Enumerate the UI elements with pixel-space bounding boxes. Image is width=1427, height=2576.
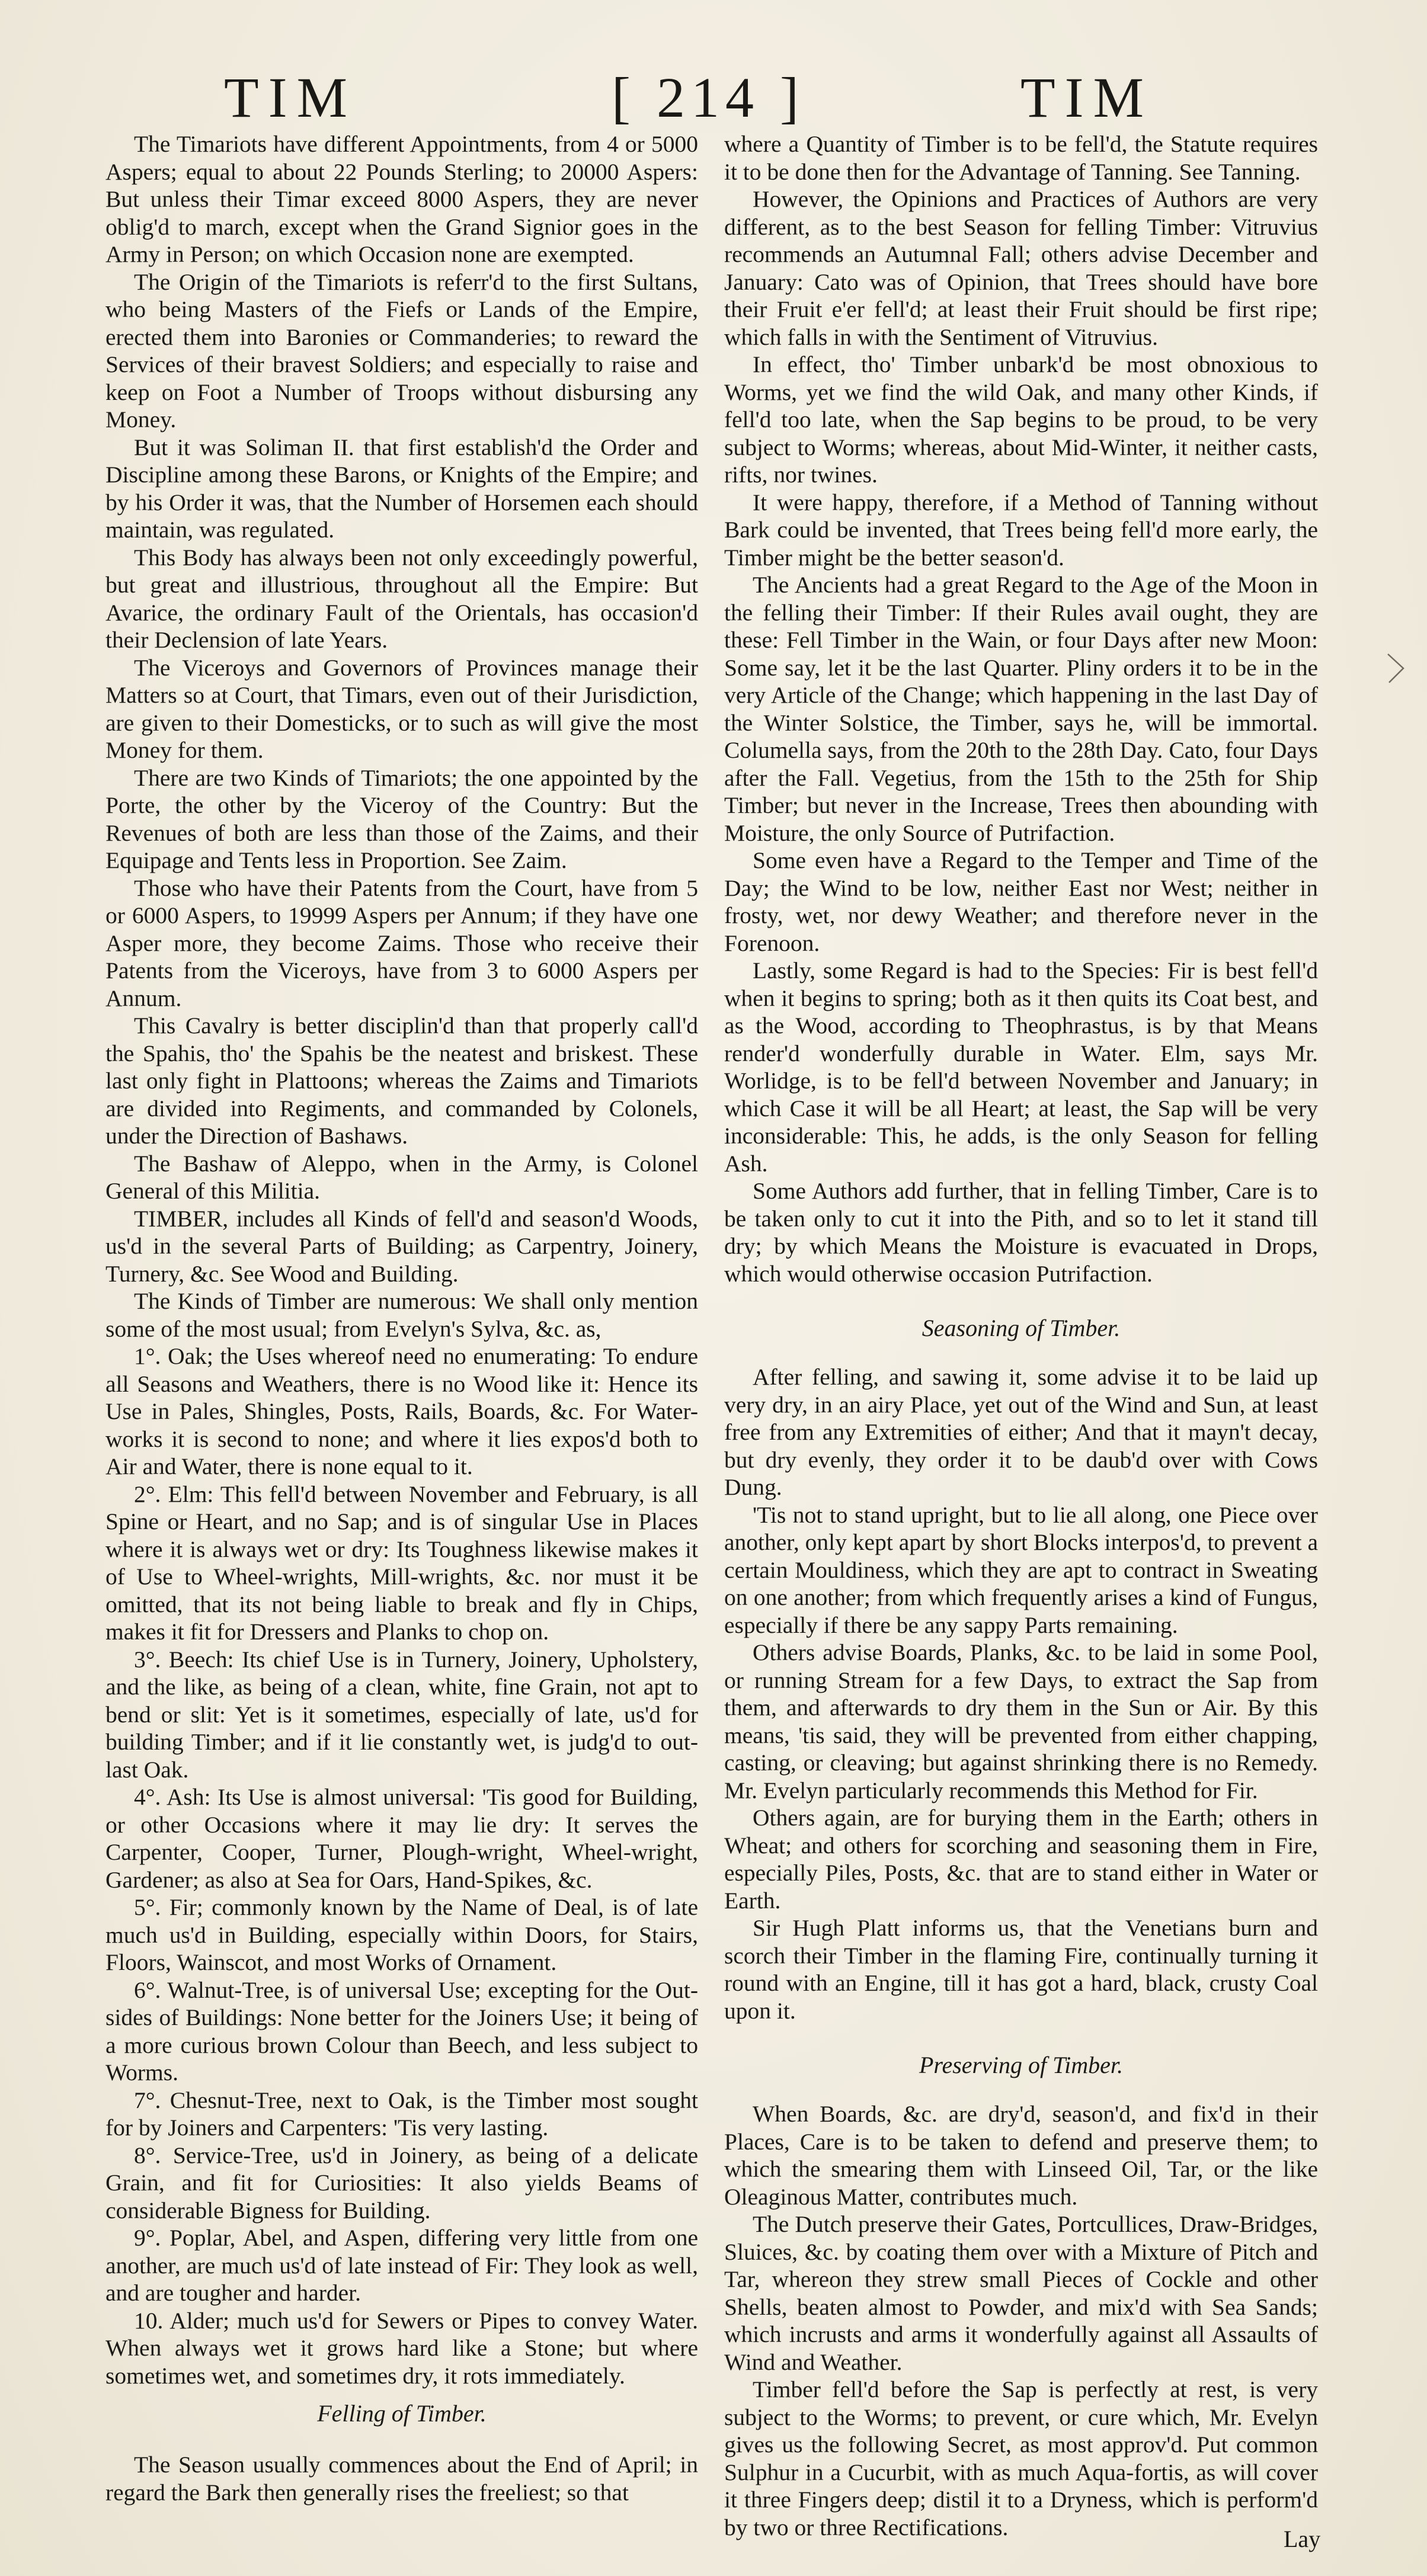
right-column <box>724 130 1318 2541</box>
left-column <box>105 130 698 2506</box>
paragraph: Timber fell'd before the Sap is perfectly at rest, is very subject to the Worms; to prevent, or cure which, Mr. Evelyn gives us the following Secret, as most approv'd. Put common Sulphur in a Cucurbit, with as much Aqua-fortis, as will cover it three Fingers deep; distil it to a Dryness, which is perform'd by two or three Rectifications. <box>724 2376 1318 2540</box>
paragraph: The Dutch preserve their Gates, Portcullices, Draw-Bridges, Sluices, &c. by coating them over with a Mixture of Pitch and Tar, whereon they strew small Pieces of Cockle and other Shells, beaten almost to Powder, and mix'd with Sea Sands; which incrusts and arms it wonderfully against all Assaults of Wind and Weather. <box>724 2211 1318 2375</box>
paragraph: The Kinds of Timber are numerous: We shall only mention some of the most usual; from Evelyn's Sylva, &c. as, <box>105 1288 698 1342</box>
paragraph: The Timariots have different Appointments, from 4 or 5000 Aspers; equal to about 22 Pounds Sterling; to 20000 Aspers: But unless their Timar exceed 8000 Aspers, they are never oblig'd to march, except when the Grand Signior goes in the Army in Person; on which Occasion none are exempted. <box>105 131 698 267</box>
paragraph: This Body has always been not only exceedingly powerful, but great and illustrious, throughout all the Empire: But Avarice, the ordinary Fault of the Orientals, has occasion'd their Declension of late Years. <box>105 544 698 653</box>
list-item: 1°. Oak; the Uses whereof need no enumerating: To endure all Seasons and Weathers, there is no Wood like it: Hence its Use in Pales, Shingles, Posts, Rails, Boards, &c. For Water-works it is second to none; and where it lies expos'd both to Air and Water, there is none equal to it. <box>105 1343 698 1479</box>
paragraph: Those who have their Patents from the Court, have from 5 or 6000 Aspers, to 19999 Aspers per Annum; if they have one Asper more, they become Zaims. Those who receive their Patents from the Viceroys, have from 3 to 6000 Aspers per Annum. <box>105 874 698 1011</box>
list-item: 7°. Chesnut-Tree, next to Oak, is the Timber most sought for by Joiners and Carpenters: 'Tis very lasting. <box>105 2087 698 2141</box>
section-heading-seasoning: Seasoning of Timber. <box>922 1315 1121 1341</box>
running-head <box>0 65 1427 136</box>
paragraph: When Boards, &c. are dry'd, season'd, and fix'd in their Places, Care is to be taken to defend and preserve them; to which the smearing them with Linseed Oil, Tar, or the like Oleaginous Matter, contributes much. <box>724 2101 1318 2210</box>
paragraph: But it was Soliman II. that first establish'd the Order and Discipline among these Barons, or Knights of the Empire; and by his Order it was, that the Number of Horsemen each should maintain, was regulated. <box>105 434 698 543</box>
list-item: 3°. Beech: Its chief Use is in Turnery, Joinery, Upholstery, and the like, as being of a clean, white, fine Grain, not apt to bend or slit: Yet is it sometimes, especially of late, us'd for building Timber; and if it lie constantly wet, is judg'd to out-last Oak. <box>105 1646 698 1783</box>
section-heading-preserving: Preserving of Timber. <box>919 2052 1124 2078</box>
paragraph: The Season usually commences about the End of April; in regard the Bark then generally rises the freeliest; so that <box>105 2452 698 2505</box>
catchword: Lay <box>1284 2526 1321 2552</box>
paragraph: After felling, and sawing it, some advise it to be laid up very dry, in an airy Place, yet out of the Wind and Sun, at least free from any Extremities of either; And that it mayn't decay, but dry evenly, they order it to be daub'd over with Cows Dung. <box>724 1364 1318 1500</box>
margin-pencil-mark <box>1386 651 1409 686</box>
list-item: 6°. Walnut-Tree, is of universal Use; excepting for the Out-sides of Buildings: None better for the Joiners Use; it being of a more curious brown Colour than Beech, and less subject to Worms. <box>105 1976 698 2085</box>
paragraph: It were happy, therefore, if a Method of Tanning without Bark could be invented, that Trees being fell'd more early, the Timber might be the better season'd. <box>724 489 1318 571</box>
paragraph: The Viceroys and Governors of Provinces manage their Matters so at Court, that Timars, even out of their Jurisdiction, are given to their Domesticks, or to such as will give the most Money for them. <box>105 654 698 763</box>
paragraph: Sir Hugh Platt informs us, that the Venetians burn and scorch their Timber in the flaming Fire, continually turning it round with an Engine, till it has got a hard, black, crusty Coal upon it. <box>724 1915 1318 2024</box>
header-right-title: TIM <box>1020 66 1153 129</box>
paragraph: The Ancients had a great Regard to the Age of the Moon in the felling their Timber: If their Rules avail ought, they are these: Fell Timber in the Wain, or four Days after new Moon: Some say, let it be the last Quarter. Pliny orders it to be in the very Article of the Change; which happening in the last Day of the Winter Solstice, the Timber, says he, will be immortal. Columella says, from the 20th to the 28th Day. Cato, four Days after the Fall. Vegetius, from the 15th to the 25th for Ship Timber; but never in the Increase, Trees then abounding with Moisture, the only Source of Putrifaction. <box>724 572 1318 846</box>
paragraph: In effect, tho' Timber unbark'd be most obnoxious to Worms, yet we find the wild Oak, and many other Kinds, if fell'd too late, when the Sap begins to be proud, to be very subject to Worms; whereas, about Mid-Winter, it neither casts, rifts, nor twines. <box>724 351 1318 488</box>
paragraph: This Cavalry is better disciplin'd than that properly call'd the Spahis, tho' the Spahis be the neatest and briskest. These last only fight in Plattoons; whereas the Zaims and Timariots are divided into Regiments, and commanded by Colonels, under the Direction of Bashaws. <box>105 1013 698 1149</box>
list-item: 5°. Fir; commonly known by the Name of Deal, is of late much us'd in Building, especially within Doors, for Stairs, Floors, Wainscot, and most Works of Ornament. <box>105 1894 698 1975</box>
paragraph: Lastly, some Regard is had to the Species: Fir is best fell'd when it begins to spring; both as it then quits its Coat best, and as the Wood, according to Theophrastus, is by that Means render'd wonderfully durable in Water. Elm, says Mr. Worlidge, is to be fell'd between November and January; in which Case it will be all Heart; at least, the Sap will be very inconsiderable: This, he adds, is the only Season for felling Ash. <box>724 957 1318 1177</box>
paragraph: 'Tis not to stand upright, but to lie all along, one Piece over another, only kept apart by short Blocks interpos'd, to prevent a certain Mouldiness, which they are apt to contract in Sweating on one another; from which frequently arises a kind of Fungus, especially if there be any sappy Parts remaining. <box>724 1501 1318 1638</box>
paragraph: However, the Opinions and Practices of Authors are very different, as to the best Season for felling Timber: Vitruvius recommends an Autumnal Fall; others advise December and January: Cato was of Opinion, that Trees should have bore their Fruit e'er fell'd; at least their Fruit should be first ripe; which falls in with the Sentiment of Vitruvius. <box>724 186 1318 350</box>
paragraph: Some Authors add further, that in felling Timber, Care is to be taken only to cut it into the Pith, and so to let it stand till dry; by which Means the Moisture is evacuated in Drops, which would otherwise occasion Putrifaction. <box>724 1178 1318 1287</box>
entry-timber: TIMBER, includes all Kinds of fell'd and season'd Woods, us'd in the several Parts of Building; as Carpentry, Joinery, Turnery, &c. See Wood and Building. <box>105 1205 698 1287</box>
header-left-title: TIM <box>224 66 357 129</box>
paragraph: There are two Kinds of Timariots; the one appointed by the Porte, the other by the Viceroy of the Country: But the Revenues of both are less than those of the Zaims, and their Equipage and Tents less in Proportion. See Zaim. <box>105 764 698 873</box>
paragraph: The Origin of the Timariots is referr'd to the first Sultans, who being Masters of the Fiefs or Lands of the Empire, erected them into Baronies or Commanderies; to reward the Services of their bravest Soldiers; and especially to raise and keep on Foot a Number of Troops without disbursing any Money. <box>105 268 698 432</box>
list-item: 2°. Elm: This fell'd between November and February, is all Spine or Heart, and no Sap; and is of singular Use in Places where it is always wet or dry: Its Toughness likewise makes it of Use to Wheel-wrights, Mill-wrights, &c. nor must it be omitted, that its not being liable to break and fly in Chips, makes it fit for Dressers and Planks to chop on. <box>105 1481 698 1645</box>
paragraph: The Bashaw of Aleppo, when in the Army, is Colonel General of this Militia. <box>105 1150 698 1204</box>
list-item: 9°. Poplar, Abel, and Aspen, differing very little from one another, are much us'd of late instead of Fir: They look as well, and are tougher and harder. <box>105 2225 698 2306</box>
paragraph: Some even have a Regard to the Temper and Time of the Day; the Wind to be low, neither East nor West; neither in frosty, wet, nor dewy Weather; and therefore never in the Forenoon. <box>724 847 1318 956</box>
list-item: 8°. Service-Tree, us'd in Joinery, as being of a delicate Grain, and fit for Curiosities: It also yields Beams of considerable Bigness for Building. <box>105 2142 698 2223</box>
page-number: [ 214 ] <box>612 66 805 129</box>
paragraph: where a Quantity of Timber is to be fell'd, the Statute requires it to be done then for the Advantage of Tanning. See Tanning. <box>724 131 1318 185</box>
paragraph: Others advise Boards, Planks, &c. to be laid in some Pool, or running Stream for a few Days, to extract the Sap from them, and afterwards to dry them in the Sun or Air. By this means, 'tis said, they will be prevented from either chapping, casting, or cleaving; but against shrinking there is no Remedy. Mr. Evelyn particularly recommends this Method for Fir. <box>724 1639 1318 1803</box>
section-heading-felling: Felling of Timber. <box>317 2400 487 2427</box>
list-item: 10. Alder; much us'd for Sewers or Pipes to convey Water. When always wet it grows hard like a Stone; but where sometimes wet, and sometimes dry, it rots immediately. <box>105 2307 698 2389</box>
list-item: 4°. Ash: Its Use is almost universal: 'Tis good for Building, or other Occasions where it may lie dry: It serves the Carpenter, Cooper, Turner, Plough-wright, Wheel-wright, Gardener; as also at Sea for Oars, Hand-Spikes, &c. <box>105 1784 698 1893</box>
paragraph: Others again, are for burying them in the Earth; others in Wheat; and others for scorching and seasoning them in Fire, especially Piles, Posts, &c. that are to stand either in Water or Earth. <box>724 1805 1318 1914</box>
